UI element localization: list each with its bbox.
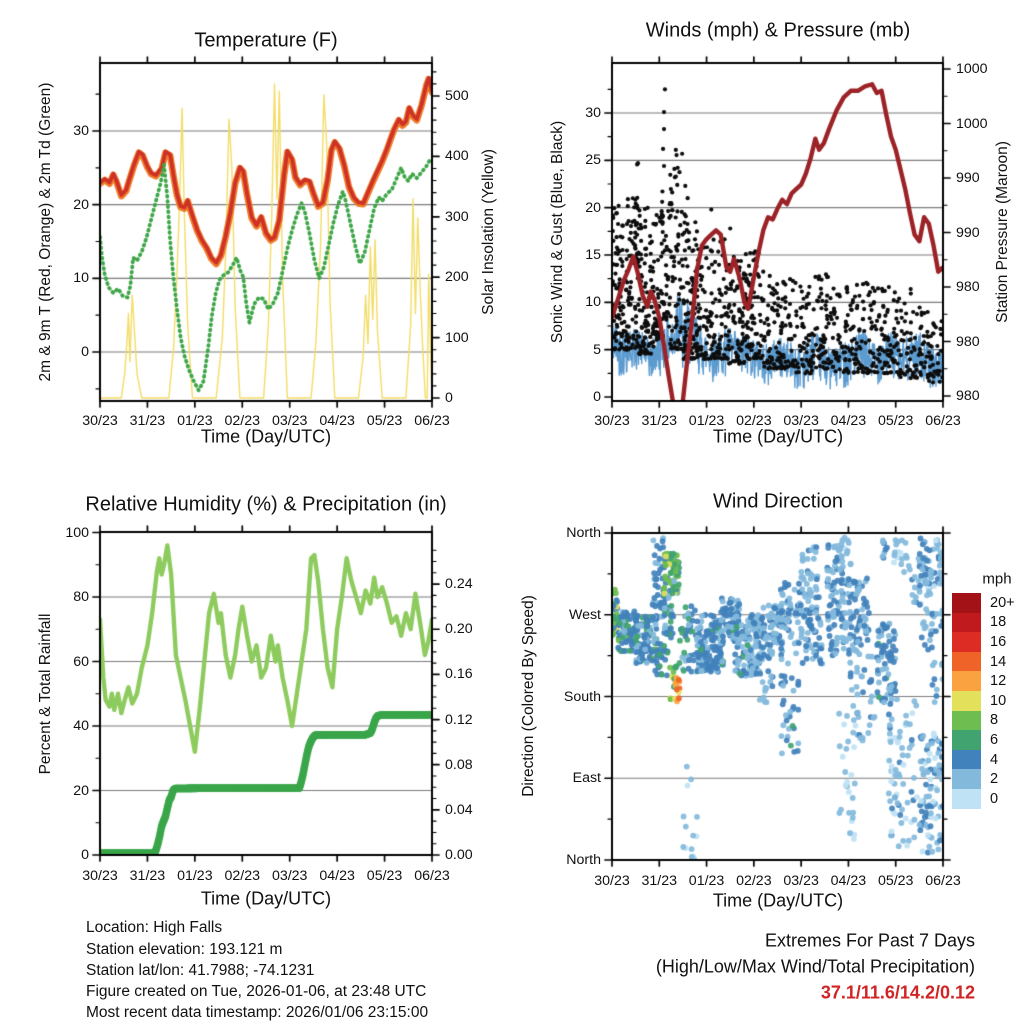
precip-y-tick-label: 0.24 <box>445 576 473 593</box>
rh-y-tick-label: 40 <box>73 718 89 734</box>
pressure-y-tick-label: 980 <box>956 388 980 404</box>
x-tick-label: 02/23 <box>224 868 261 884</box>
colorbar-label: 18 <box>990 614 1007 631</box>
x-tick-label: 06/23 <box>925 873 961 889</box>
solar-y-tick-label: 100 <box>445 329 469 346</box>
wind-y-tick-label: 15 <box>585 246 601 263</box>
wind-chart-title: Winds (mph) & Pressure (mb) <box>645 19 911 42</box>
rh-y-tick-label: 0 <box>81 847 89 863</box>
colorbar-label: 8 <box>990 712 999 729</box>
x-tick-label: 31/23 <box>129 868 166 884</box>
x-tick-label: 03/23 <box>783 413 819 429</box>
solar-right-axis-label: Solar Insolation (Yellow) <box>480 149 497 315</box>
colorbar-label: 0 <box>990 790 999 807</box>
footer-location: Location: High Falls <box>86 919 223 936</box>
direction-tick-label: South <box>563 688 601 705</box>
pressure-y-tick-label: 1000 <box>956 61 988 77</box>
colorbar-cell <box>952 750 981 770</box>
solar-y-tick-label: 200 <box>445 269 469 286</box>
colorbar-cell <box>952 711 981 731</box>
colorbar-label: 14 <box>990 653 1007 670</box>
precip-y-tick-label: 0.00 <box>445 847 473 863</box>
temp-y-tick-label: 20 <box>73 196 89 213</box>
x-tick-label: 06/23 <box>925 413 961 429</box>
colorbar-label: 6 <box>990 732 999 748</box>
colorbar-label: 2 <box>990 771 999 788</box>
solar-y-tick-label: 400 <box>445 148 469 165</box>
x-tick-label: 30/23 <box>594 413 630 429</box>
x-tick-label: 02/23 <box>736 413 772 429</box>
x-tick-label: 03/23 <box>271 868 308 884</box>
x-tick-label: 02/23 <box>736 873 772 889</box>
x-tick-label: 30/23 <box>82 413 118 429</box>
x-tick-label: 30/23 <box>594 873 630 889</box>
colorbar-cell <box>952 593 981 613</box>
pressure-y-tick-label: 980 <box>956 279 980 295</box>
x-tick-label: 06/23 <box>414 413 450 429</box>
solar-y-tick-label: 300 <box>445 208 469 225</box>
pressure-y-tick-label: 980 <box>956 333 980 350</box>
colorbar-label: 12 <box>990 673 1007 690</box>
x-tick-label: 05/23 <box>366 868 403 884</box>
footer-created: Figure created on Tue, 2026-01-06, at 23:48 UTC <box>86 983 427 1000</box>
direction-tick-label: East <box>572 770 601 787</box>
precip-y-tick-label: 0.04 <box>445 801 473 818</box>
rh-left-axis-label: Percent & Total Rainfall <box>37 613 54 775</box>
wind-y-tick-label: 0 <box>593 389 601 405</box>
direction-tick-label: North <box>566 852 601 868</box>
pressure-y-tick-label: 1000 <box>956 115 988 132</box>
x-tick-label: 03/23 <box>783 873 819 889</box>
wind-y-tick-label: 10 <box>585 294 601 311</box>
colorbar-title: mph <box>982 570 1012 588</box>
x-tick-label: 04/23 <box>319 413 355 429</box>
direction-tick-label: West <box>568 606 601 623</box>
solar-y-tick-label: 500 <box>445 88 469 104</box>
x-tick-label: 01/23 <box>177 868 213 884</box>
temp-y-tick-label: 10 <box>73 270 89 287</box>
rh-y-tick-label: 60 <box>73 653 89 670</box>
x-tick-label: 31/23 <box>129 413 166 429</box>
colorbar-cell <box>952 769 981 789</box>
x-tick-label: 01/23 <box>177 413 213 429</box>
x-tick-label: 31/23 <box>641 873 678 889</box>
footer-latlon: Station lat/lon: 41.7988; -74.1231 <box>86 962 315 979</box>
colorbar-cell <box>952 691 981 711</box>
temp-y-tick-label: 0 <box>81 344 89 360</box>
x-tick-label: 05/23 <box>877 413 914 429</box>
colorbar-label: 20+ <box>990 594 1015 611</box>
rh-y-tick-label: 100 <box>65 524 89 541</box>
precip-y-tick-label: 0.16 <box>445 666 473 683</box>
x-tick-label: 05/23 <box>877 873 914 889</box>
x-tick-label: 05/23 <box>366 413 403 429</box>
wind-x-axis-title: Time (Day/UTC) <box>712 426 844 447</box>
extremes-subheading: (High/Low/Max Wind/Total Precipitation) <box>655 956 975 977</box>
footer-timestamp: Most recent data timestamp: 2026/01/06 23:15:00 <box>86 1004 429 1021</box>
precip-y-tick-label: 0.20 <box>445 621 473 638</box>
rh-y-tick-label: 80 <box>73 589 89 605</box>
temp-y-tick-label: 30 <box>73 122 89 139</box>
dir-x-axis-title: Time (Day/UTC) <box>712 890 844 911</box>
footer-elevation: Station elevation: 193.121 m <box>86 941 283 958</box>
x-tick-label: 04/23 <box>830 413 867 429</box>
wind-y-tick-label: 25 <box>585 152 601 169</box>
temp-x-axis-title: Time (Day/UTC) <box>200 426 332 447</box>
rh-x-axis-title: Time (Day/UTC) <box>200 888 332 909</box>
x-tick-label: 31/23 <box>641 413 678 429</box>
pressure-y-tick-label: 990 <box>956 170 980 186</box>
extremes-heading: Extremes For Past 7 Days <box>764 930 975 951</box>
wind-y-tick-label: 20 <box>585 199 601 216</box>
precip-y-tick-label: 0.08 <box>445 756 473 773</box>
precip-y-tick-label: 0.12 <box>445 711 473 728</box>
humidity-chart-title: Relative Humidity (%) & Precipitation (in) <box>85 493 447 516</box>
wind-direction-chart-title: Wind Direction <box>712 490 844 513</box>
extremes-values: 37.1/11.6/14.2/0.12 <box>820 982 975 1003</box>
colorbar-cell <box>952 730 981 750</box>
wind-left-axis-label: Sonic Wind & Gust (Blue, Black) <box>549 120 566 344</box>
temp-chart-title: Temperature (F) <box>194 29 338 52</box>
x-tick-label: 02/23 <box>224 413 261 429</box>
pressure-y-tick-label: 990 <box>956 224 980 241</box>
x-tick-label: 04/23 <box>319 868 355 884</box>
colorbar-label: 4 <box>990 751 999 768</box>
colorbar-cell <box>952 789 981 809</box>
x-tick-label: 01/23 <box>688 873 725 889</box>
colorbar-cell <box>952 632 981 652</box>
x-tick-label: 06/23 <box>414 868 450 884</box>
wind-y-tick-label: 5 <box>593 341 601 358</box>
x-tick-label: 03/23 <box>271 413 308 429</box>
colorbar-cell <box>952 671 981 691</box>
colorbar-cell <box>952 652 981 672</box>
wind-y-tick-label: 30 <box>585 104 601 121</box>
solar-y-tick-label: 0 <box>445 390 453 406</box>
pressure-right-axis-label: Station Pressure (Maroon) <box>994 141 1011 323</box>
rh-y-tick-label: 20 <box>73 782 89 799</box>
temp-left-axis-label: 2m & 9m T (Red, Orange) & 2m Td (Green) <box>37 82 54 382</box>
colorbar-cell <box>952 613 981 633</box>
colorbar-label: 10 <box>990 692 1007 709</box>
x-tick-label: 01/23 <box>688 413 725 429</box>
x-tick-label: 04/23 <box>830 873 867 889</box>
colorbar-label: 16 <box>990 634 1007 650</box>
direction-left-axis-label: Direction (Colored By Speed) <box>520 595 537 797</box>
x-tick-label: 30/23 <box>82 868 118 884</box>
direction-tick-label: North <box>566 525 601 541</box>
